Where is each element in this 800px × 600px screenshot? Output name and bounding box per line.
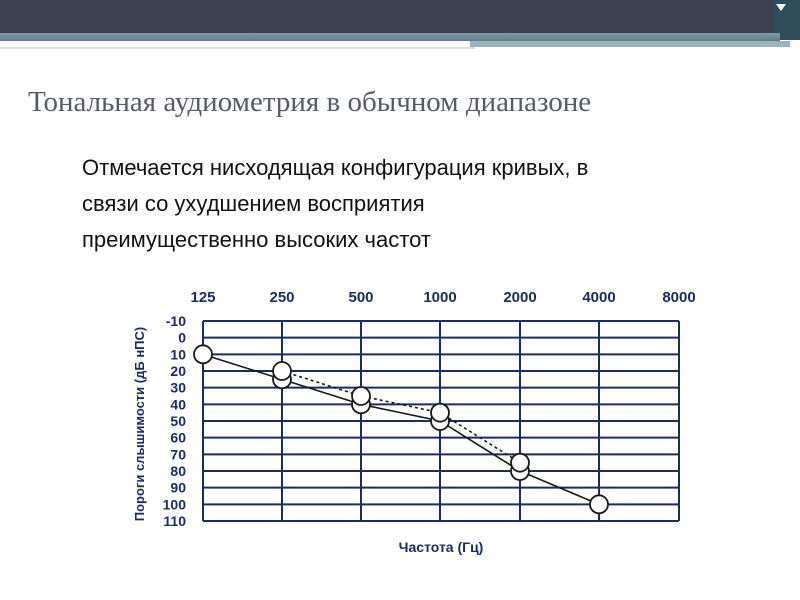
y-tick-label: 70 (170, 446, 186, 463)
data-point-marker (590, 495, 608, 513)
data-point-marker (352, 387, 370, 405)
y-tick-label: 40 (170, 396, 186, 413)
y-tick-label: 20 (170, 363, 186, 379)
data-point-marker (273, 362, 291, 380)
body-line: связи со ухудшением восприятия (82, 191, 425, 216)
x-tick-label: 8000 (662, 289, 696, 306)
y-tick-label: 90 (170, 479, 186, 496)
x-axis-label: Частота (Гц) (398, 539, 484, 555)
y-tick-label: 50 (170, 413, 186, 429)
x-tick-label: 250 (269, 289, 295, 306)
x-tick-label: 500 (348, 289, 374, 306)
y-tick-label: -10 (165, 313, 186, 329)
body-line: преимущественно высоких частот (82, 227, 431, 252)
x-tick-label: 1000 (423, 289, 457, 306)
y-tick-label: 80 (170, 463, 186, 479)
y-tick-label: 0 (178, 329, 186, 346)
series-line-solid (203, 354, 599, 504)
body-line: Отмечается нисходящая конфигурация кривых, в (82, 155, 589, 180)
y-tick-label: 10 (170, 346, 186, 363)
y-axis-label: Пороги слышимости (дБ нПС) (132, 326, 147, 522)
data-point-marker (194, 345, 212, 363)
data-point-marker (511, 454, 529, 472)
y-tick-label: 30 (170, 379, 186, 396)
y-tick-label: 110 (163, 513, 186, 529)
y-tick-label: 100 (162, 496, 186, 513)
y-tick-label: 60 (170, 429, 186, 446)
x-tick-label: 2000 (503, 289, 537, 306)
x-tick-label: 125 (190, 289, 216, 306)
data-point-marker (431, 404, 449, 422)
slide-title: Тональная аудиометрия в обычном диапазоне (28, 86, 592, 118)
x-tick-label: 4000 (582, 289, 616, 306)
